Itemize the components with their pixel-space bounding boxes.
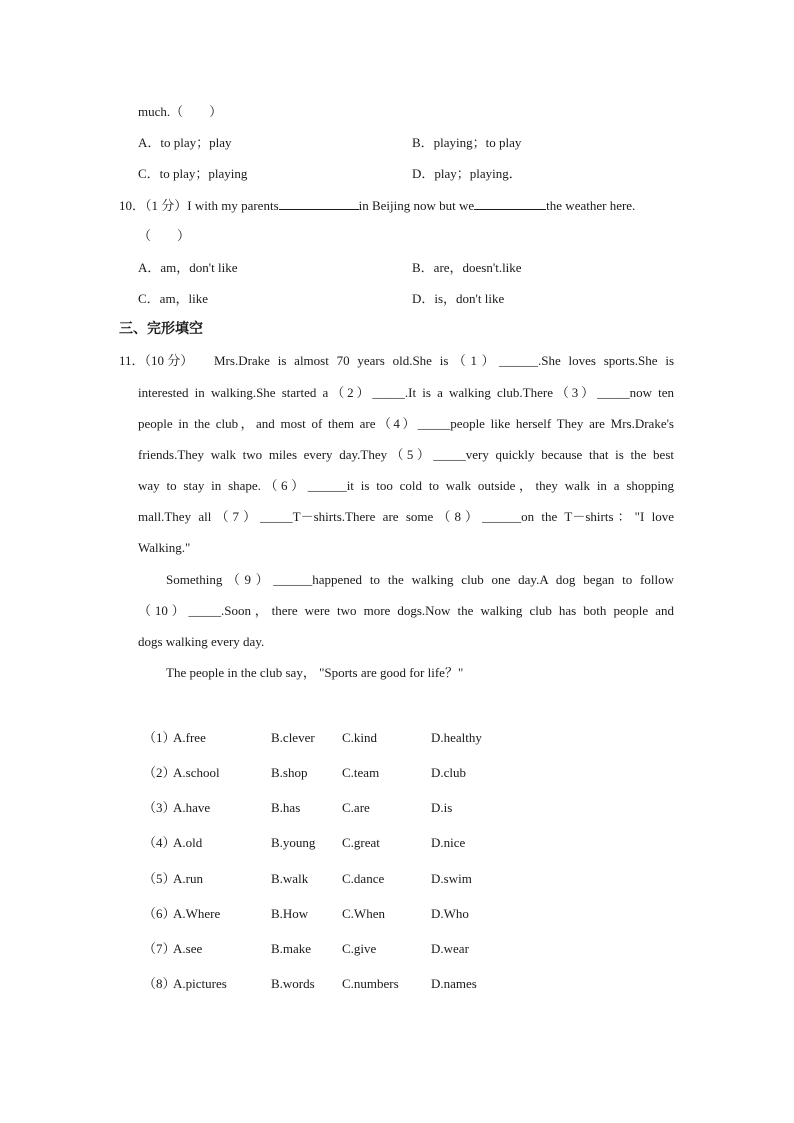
q10-option-a: A．am，don't like bbox=[138, 260, 238, 275]
q9-option-a: A．to play；play bbox=[138, 135, 232, 150]
section-heading: 三、完形填空 bbox=[119, 322, 203, 337]
q10-option-d: D．is，don't like bbox=[412, 291, 505, 306]
choice-option-d: D.names bbox=[431, 976, 477, 991]
choice-option-c: C.are bbox=[342, 800, 370, 815]
q9-option-b: B．playing；to play bbox=[412, 135, 522, 150]
choice-number: （2） bbox=[143, 765, 176, 780]
q9-option-d: D．play；playing． bbox=[412, 166, 522, 181]
choice-option-c: C.dance bbox=[342, 871, 385, 886]
choice-option-c: C.great bbox=[342, 835, 380, 850]
choice-option-d: D.wear bbox=[431, 941, 469, 956]
choice-option-a: A.see bbox=[173, 941, 203, 956]
choice-option-a: A.run bbox=[173, 871, 203, 886]
choice-option-d: D.swim bbox=[431, 871, 472, 886]
passage-line: mall.They all（7）_____T－shirts.There are some（8）______on the T－shirts："I love bbox=[138, 509, 674, 524]
q9-stem-end: much.（ ） bbox=[138, 104, 223, 119]
choice-number: （4） bbox=[143, 835, 176, 850]
q11-score: （10 分） bbox=[144, 353, 194, 368]
choice-option-d: D.club bbox=[431, 765, 467, 780]
passage-line: friends.They walk two miles every day.They（5）_____very quickly because that is the best bbox=[138, 447, 674, 462]
choice-option-c: C.kind bbox=[342, 730, 378, 745]
q10-text-3: the weather here. bbox=[546, 198, 636, 213]
choice-number: （7） bbox=[143, 941, 176, 956]
choice-option-a: A.have bbox=[173, 800, 211, 815]
choice-option-c: C.give bbox=[342, 941, 377, 956]
choice-number: （3） bbox=[143, 800, 176, 815]
choice-option-d: D.healthy bbox=[431, 730, 482, 745]
passage-line: way to stay in shape.（6）______it is too cold to walk outside，they walk in a shopping bbox=[138, 478, 674, 493]
choice-option-b: B.walk bbox=[271, 871, 309, 886]
passage-line: interested in walking.She started a（2）_____.It is a walking club.There（3）_____now ten bbox=[138, 385, 674, 400]
passage-line: Walking." bbox=[138, 540, 191, 555]
choice-number: （6） bbox=[143, 906, 176, 921]
q10-stem bbox=[119, 197, 675, 214]
choice-option-b: B.words bbox=[271, 976, 315, 991]
choice-option-a: A.pictures bbox=[173, 976, 227, 991]
q10-blank-1 bbox=[279, 197, 359, 210]
choice-number: （8） bbox=[143, 976, 176, 991]
choice-option-d: D.nice bbox=[431, 835, 466, 850]
choice-option-b: B.young bbox=[271, 835, 316, 850]
choice-option-a: A.old bbox=[173, 835, 203, 850]
q11-label bbox=[119, 353, 193, 369]
q10-number: 10． bbox=[119, 198, 146, 213]
passage-line: people in the club，and most of them are（4）_____people like herself They are Mrs.Drake's bbox=[138, 416, 674, 431]
q10-score: （1 分） bbox=[145, 198, 188, 213]
choice-option-d: D.Who bbox=[431, 906, 469, 921]
q9-option-c: C．to play；playing bbox=[138, 166, 248, 181]
choice-option-b: B.How bbox=[271, 906, 309, 921]
choice-option-c: C.numbers bbox=[342, 976, 399, 991]
choice-option-b: B.make bbox=[271, 941, 312, 956]
q10-blank-2 bbox=[474, 197, 546, 210]
q10-text-1: I with my parents bbox=[187, 198, 279, 213]
passage-line: The people in the club say， "Sports are good for life？" bbox=[166, 665, 464, 680]
choice-option-a: A.school bbox=[173, 765, 220, 780]
choice-option-a: A.Where bbox=[173, 906, 221, 921]
choice-number: （1） bbox=[143, 730, 176, 745]
choice-option-c: C.When bbox=[342, 906, 385, 921]
q10-option-c: C．am，like bbox=[138, 291, 209, 306]
choice-option-b: B.clever bbox=[271, 730, 315, 745]
q10-paren: （ ） bbox=[138, 228, 191, 243]
choice-option-b: B.has bbox=[271, 800, 301, 815]
choice-option-b: B.shop bbox=[271, 765, 308, 780]
choice-option-a: A.free bbox=[173, 730, 206, 745]
choice-option-d: D.is bbox=[431, 800, 453, 815]
choice-number: （5） bbox=[143, 871, 176, 886]
q11-number: 11． bbox=[119, 353, 145, 368]
passage-line: Mrs.Drake is almost 70 years old.She is（1）______.She loves sports.She is bbox=[214, 353, 674, 368]
choice-option-c: C.team bbox=[342, 765, 380, 780]
q10-text-2: in Beijing now but we bbox=[358, 198, 475, 213]
passage-line: Something（9）______happened to the walking club one day.A dog began to follow bbox=[166, 572, 674, 587]
passage-line: dogs walking every day. bbox=[138, 634, 265, 649]
passage-line: （10）_____.Soon，there were two more dogs.Now the walking club has both people and bbox=[138, 603, 674, 618]
q10-option-b: B．are，doesn't.like bbox=[412, 260, 522, 275]
